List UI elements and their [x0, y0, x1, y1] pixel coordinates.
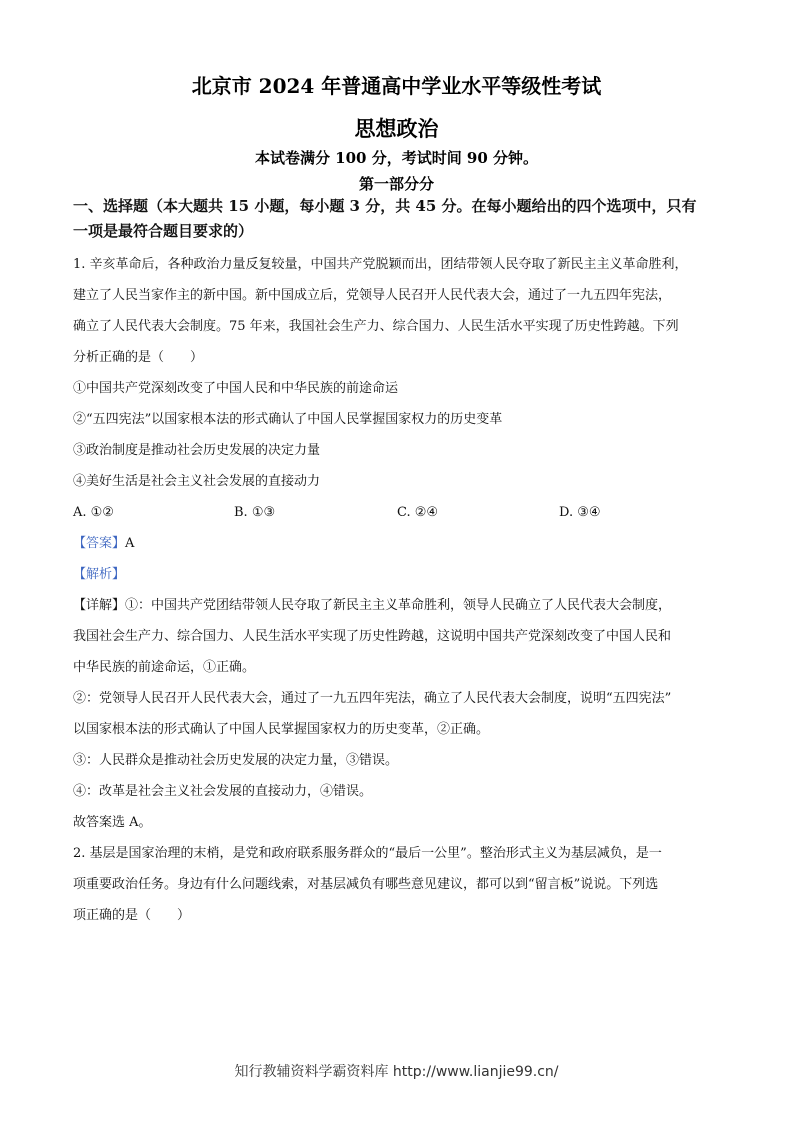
subject-title: 思想政治	[354, 116, 439, 141]
exam-title: 北京市 2024 年普通高中学业水平等级性考试	[191, 74, 602, 98]
q1-detail-line: ③：人民群众是推动社会历史发展的决定力量，③错误。	[73, 753, 399, 768]
part-title: 第一部分分	[358, 175, 434, 193]
footer-watermark: 知行教辅资料学霸资料库 http://www.lianjie99.cn/	[234, 1064, 559, 1080]
option-c: C. ②④	[397, 505, 439, 520]
q1-analysis	[73, 559, 723, 590]
q2-stem-line: 项重要政治任务。身边有什么问题线索，对基层减负有哪些意见建议，都可以到“留言板”说说。下列选	[73, 877, 659, 892]
q1-stem-line: 分析正确的是（ ）	[73, 350, 204, 365]
q1-options	[73, 497, 723, 528]
q1-stem-line: 1. 辛亥革命后，各种政治力量反复较量，中国共产党脱颖而出，团结带领人民夺取了新民主主义革命胜利，	[73, 257, 688, 272]
q1-detail-line: 中华民族的前途命运，①正确。	[73, 660, 256, 675]
option-a: A. ①②	[73, 505, 114, 520]
q1-statement: ③政治制度是推动社会历史发展的决定力量	[73, 443, 321, 458]
q1-statement: ②“五四宪法”以国家根本法的形式确认了中国人民掌握国家权力的历史变革	[73, 412, 503, 427]
answer-value: A	[125, 536, 135, 551]
detail-text: ①：中国共产党团结带领人民夺取了新民主主义革命胜利，领导人民确立了人民代表大会制度，	[125, 598, 672, 613]
q1-detail-line: ④：改革是社会主义社会发展的直接动力，④错误。	[73, 784, 373, 799]
q1-statement: ①中国共产党深刻改变了中国人民和中华民族的前途命运	[73, 381, 399, 396]
q1-stem-line: 建立了人民当家作主的新中国。新中国成立后，党领导人民召开人民代表大会，通过了一九五四年宪法，	[73, 288, 672, 303]
option-d: D. ③④	[559, 505, 601, 520]
detail-label: 【详解】	[73, 598, 126, 613]
section-heading-line-1: 一、选择题（本大题共 15 小题，每小题 3 分，共 45 分。在每小题给出的四个选项中，只有	[73, 197, 697, 215]
q1-detail-line	[73, 590, 723, 621]
q2-stem-line: 2. 基层是国家治理的末梢，是党和政府联系服务群众的“最后一公里”。整治形式主义为基层减负，是一	[73, 846, 662, 861]
exam-info: 本试卷满分 100 分，考试时间 90 分钟。	[254, 149, 539, 167]
q1-statement: ④美好生活是社会主义社会发展的直接动力	[73, 474, 321, 489]
q1-detail-line: ②：党领导人民召开人民代表大会，通过了一九五四年宪法，确立了人民代表大会制度，说明“五四宪法”	[73, 691, 672, 706]
question-content	[73, 194, 723, 931]
q1-conclusion: 故答案选 A。	[73, 815, 152, 830]
q2-stem-line: 项正确的是（ ）	[73, 908, 191, 923]
q1-answer	[73, 528, 723, 559]
analysis-label: 【解析】	[73, 567, 126, 582]
option-b: B. ①③	[234, 505, 276, 520]
answer-label: 【答案】	[73, 536, 126, 551]
section-heading-line-2: 一项是最符合题目要求的）	[73, 222, 254, 240]
q1-stem-line: 确立了人民代表大会制度。75 年来，我国社会生产力、综合国力、人民生活水平实现了历史性跨越。下列	[73, 319, 679, 334]
q1-detail-line: 我国社会生产力、综合国力、人民生活水平实现了历史性跨越，这说明中国共产党深刻改变了中国人民和	[73, 629, 672, 644]
q1-detail-line: 以国家根本法的形式确认了中国人民掌握国家权力的历史变革，②正确。	[73, 722, 490, 737]
